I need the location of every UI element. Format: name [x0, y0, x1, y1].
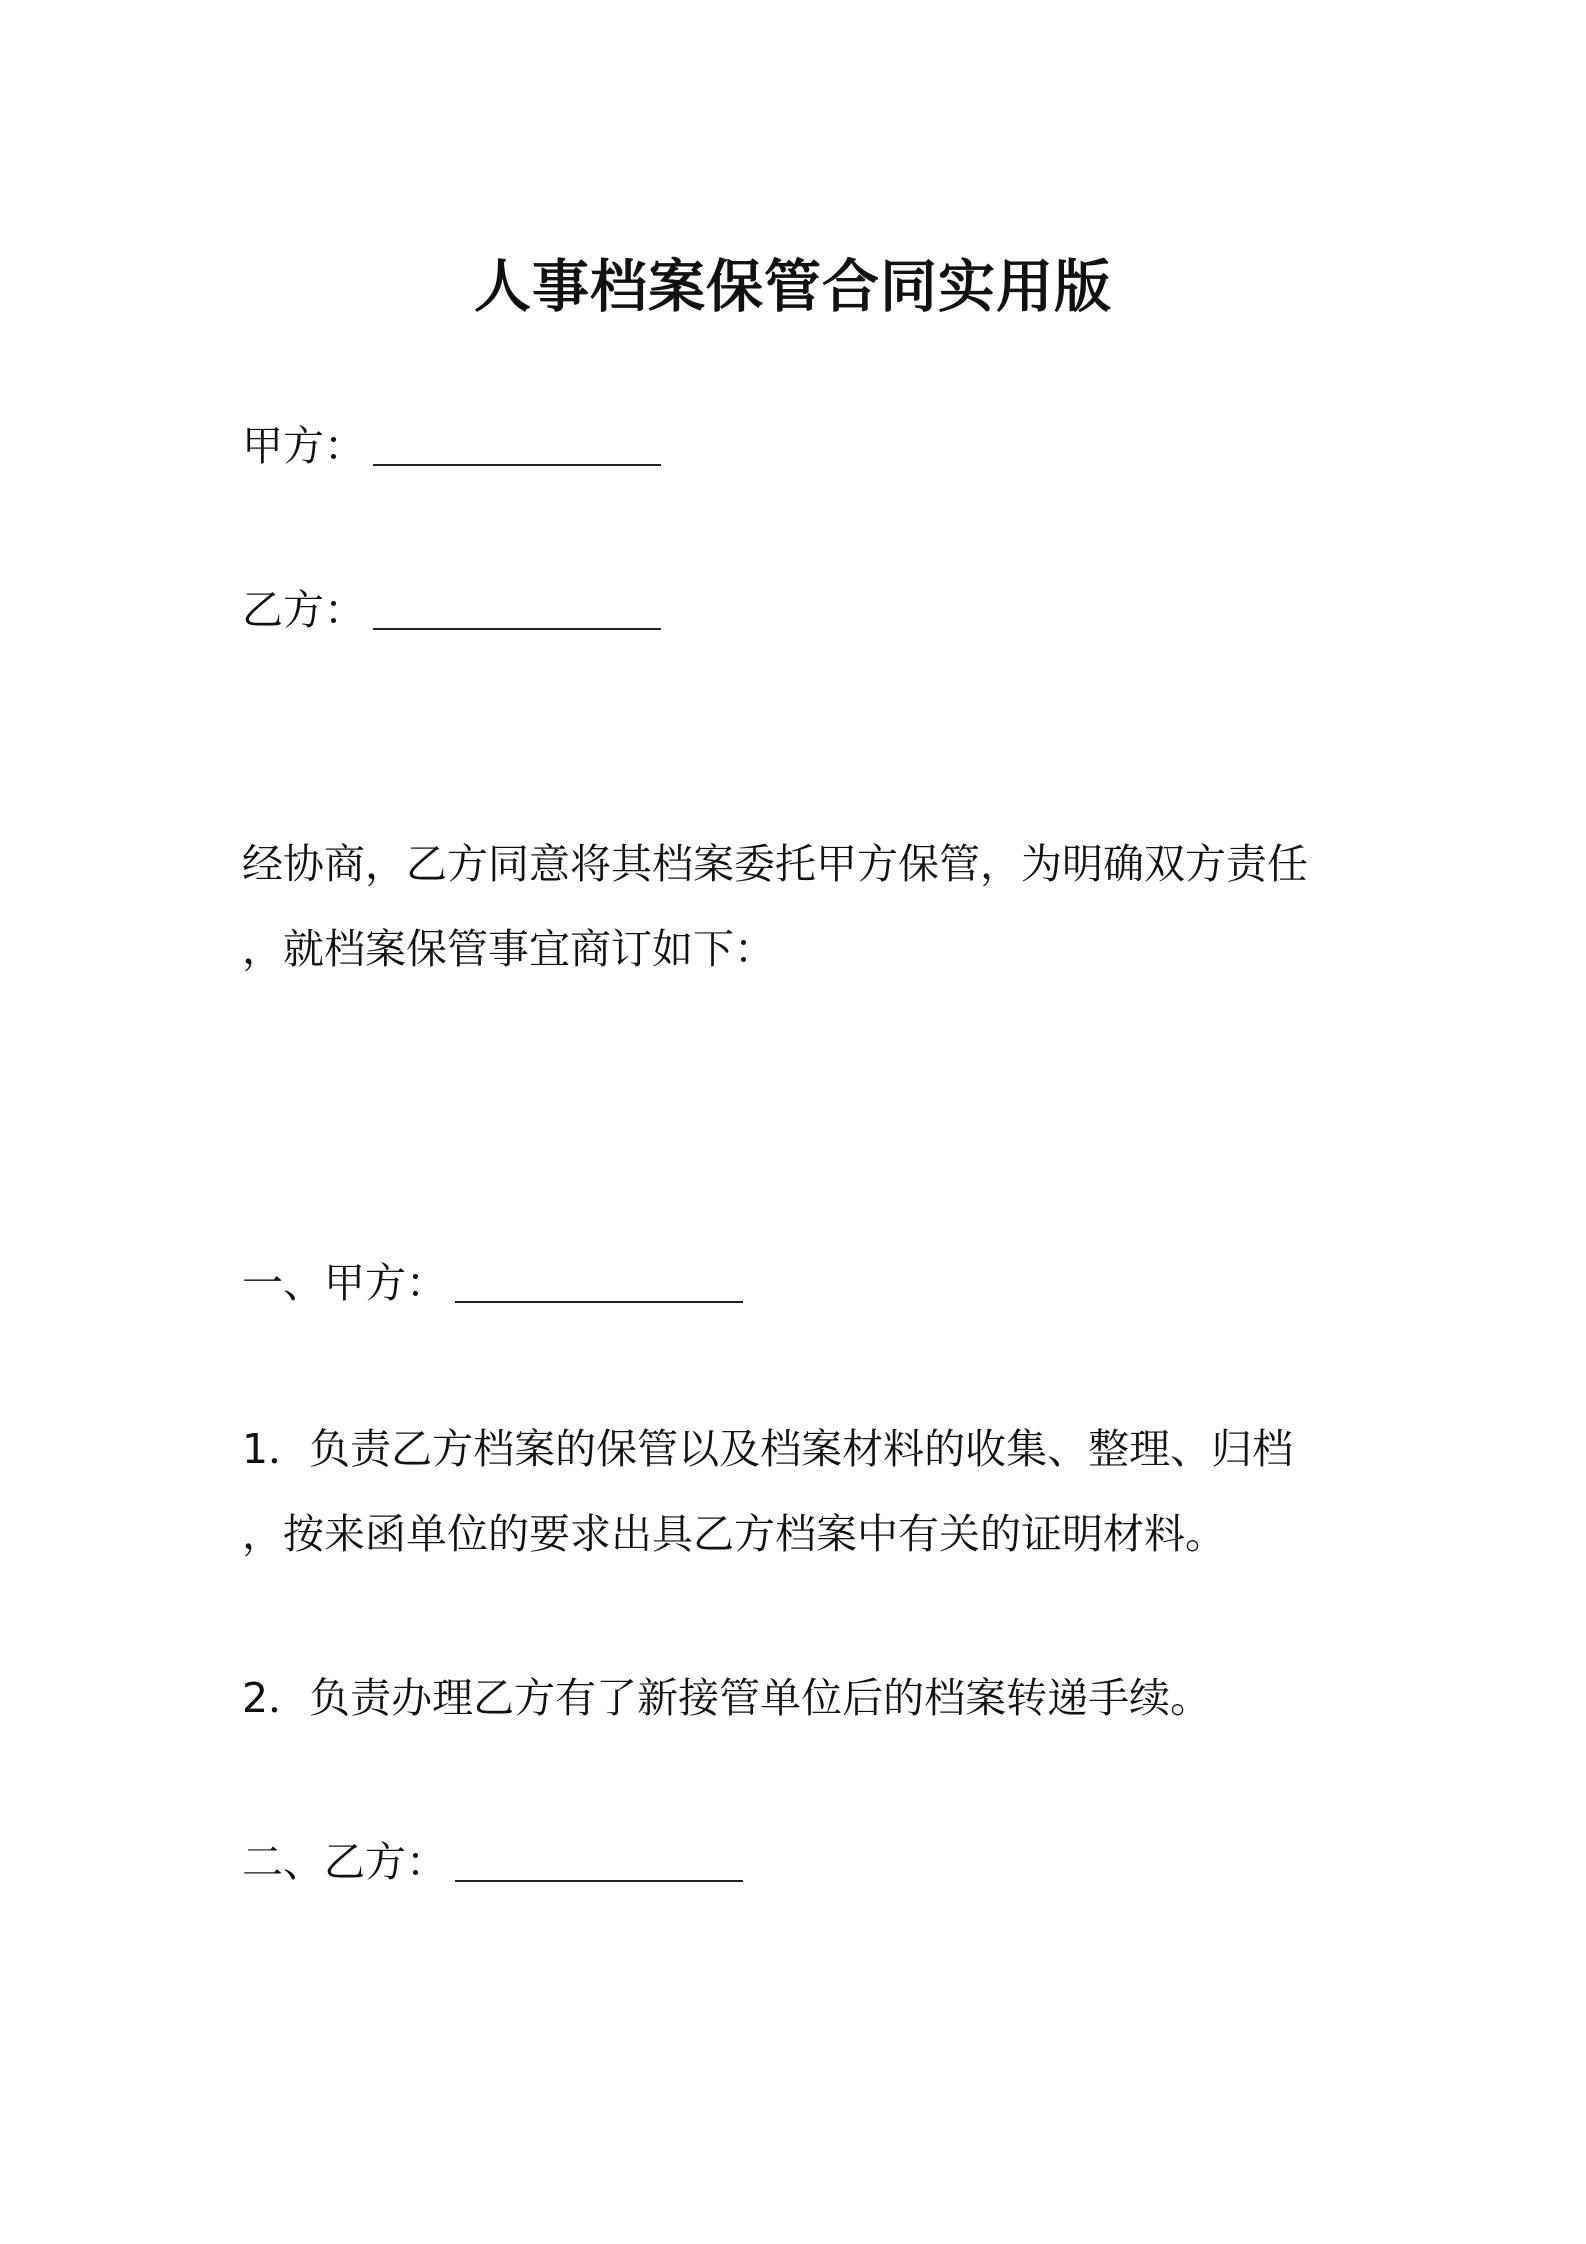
- item-1-line-2: ，按来函单位的要求出具乙方档案中有关的证明材料。: [242, 1510, 1226, 1558]
- party-b-blank: [373, 588, 661, 630]
- party-b-line: [242, 582, 1362, 638]
- item-1-line-1: 1．负责乙方档案的保管以及档案材料的收集、整理、归档: [242, 1425, 1294, 1473]
- section-2-blank: [455, 1840, 743, 1882]
- document-title: 人事档案保管合同实用版: [474, 254, 1112, 320]
- intro-line-2: ，就档案保管事宜商订如下：: [242, 925, 775, 973]
- section-2-heading-line: [242, 1834, 1362, 1890]
- item-2-line: 2．负责办理乙方有了新接管单位后的档案转递手续。: [242, 1674, 1212, 1722]
- party-a-blank: [373, 424, 661, 466]
- party-a-label: 甲方：: [242, 422, 365, 470]
- section-1-heading: 一、甲方：: [242, 1259, 447, 1307]
- party-b-label: 乙方：: [242, 586, 365, 634]
- intro-line-1: 经协商，乙方同意将其档案委托甲方保管，为明确双方责任: [242, 840, 1308, 888]
- section-1-heading-line: [242, 1255, 1362, 1311]
- section-2-heading: 二、乙方：: [242, 1838, 447, 1886]
- section-1-blank: [455, 1261, 743, 1303]
- party-a-line: [242, 418, 1362, 474]
